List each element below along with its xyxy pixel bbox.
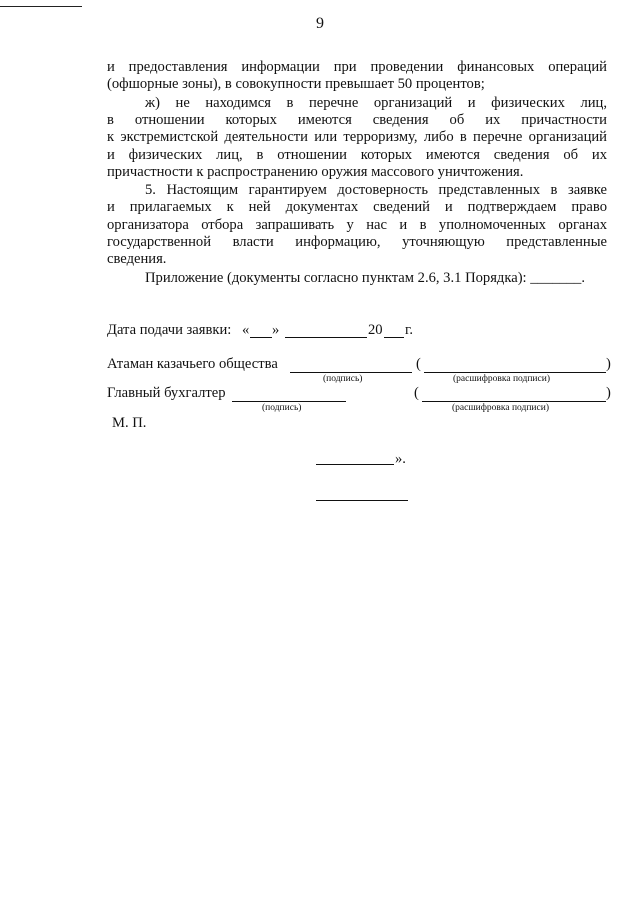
accountant-signature-caption: (подпись): [262, 403, 302, 413]
date-day-field[interactable]: [250, 337, 272, 338]
stamp-label: М. П.: [112, 415, 147, 431]
paragraph-line: и физических лиц, в отношении которых имеются сведения об их: [107, 147, 607, 163]
accountant-decoding-caption: (расшифровка подписи): [452, 403, 549, 413]
paragraph-line: и предоставления информации при проведении финансовых операций: [107, 59, 607, 75]
closing-underline: [316, 464, 394, 465]
ataman-signature-caption: (подпись): [323, 374, 363, 384]
closing-quote: ».: [395, 451, 406, 467]
paragraph-line: государственной власти информацию, уточняющую представленные: [107, 234, 607, 250]
accountant-decoding-field[interactable]: [422, 401, 606, 402]
paragraph-line: в отношении которых имеются сведения об их причастности: [107, 112, 607, 128]
appendix-line: Приложение (документы согласно пунктам 2.6, 3.1 Порядка): _______.: [145, 270, 585, 286]
end-rule: [316, 500, 408, 501]
date-close-quote: »: [272, 322, 280, 338]
paragraph-line: организатора отбора запрашивать у нас и в уполномоченных органах: [107, 217, 607, 233]
accountant-close-paren: ): [606, 385, 611, 401]
page-number: 9: [316, 15, 324, 32]
accountant-label: Главный бухгалтер: [107, 385, 226, 401]
paragraph-line: ж) не находимся в перечне организаций и физических лиц,: [145, 95, 607, 111]
ataman-decoding-caption: (расшифровка подписи): [453, 374, 550, 384]
ataman-label: Атаман казачьего общества: [107, 356, 278, 372]
ataman-close-paren: ): [606, 356, 611, 372]
date-suffix: г.: [405, 322, 413, 338]
accountant-signature-field[interactable]: [232, 401, 346, 402]
date-month-field[interactable]: [285, 337, 367, 338]
paragraph-line: и прилагаемых к ней документах сведений и подтверждаем право: [107, 199, 607, 215]
accountant-open-paren: (: [414, 385, 419, 401]
corner-rule: [0, 6, 82, 7]
paragraph-line: (офшорные зоны), в совокупности превышает 50 процентов;: [107, 76, 485, 92]
paragraph-line: 5. Настоящим гарантируем достоверность представленных в заявке: [145, 182, 607, 198]
date-label: Дата подачи заявки:: [107, 322, 232, 338]
date-century: 20: [368, 322, 383, 338]
date-open-quote: «: [242, 322, 250, 338]
paragraph-line: причастности к распространению оружия массового уничтожения.: [107, 164, 524, 180]
date-year-field[interactable]: [384, 337, 404, 338]
ataman-signature-field[interactable]: [290, 372, 412, 373]
ataman-decoding-field[interactable]: [424, 372, 606, 373]
paragraph-line: сведения.: [107, 251, 167, 267]
ataman-open-paren: (: [416, 356, 421, 372]
paragraph-line: к экстремистской деятельности или терроризму, либо в перечне организаций: [107, 129, 607, 145]
